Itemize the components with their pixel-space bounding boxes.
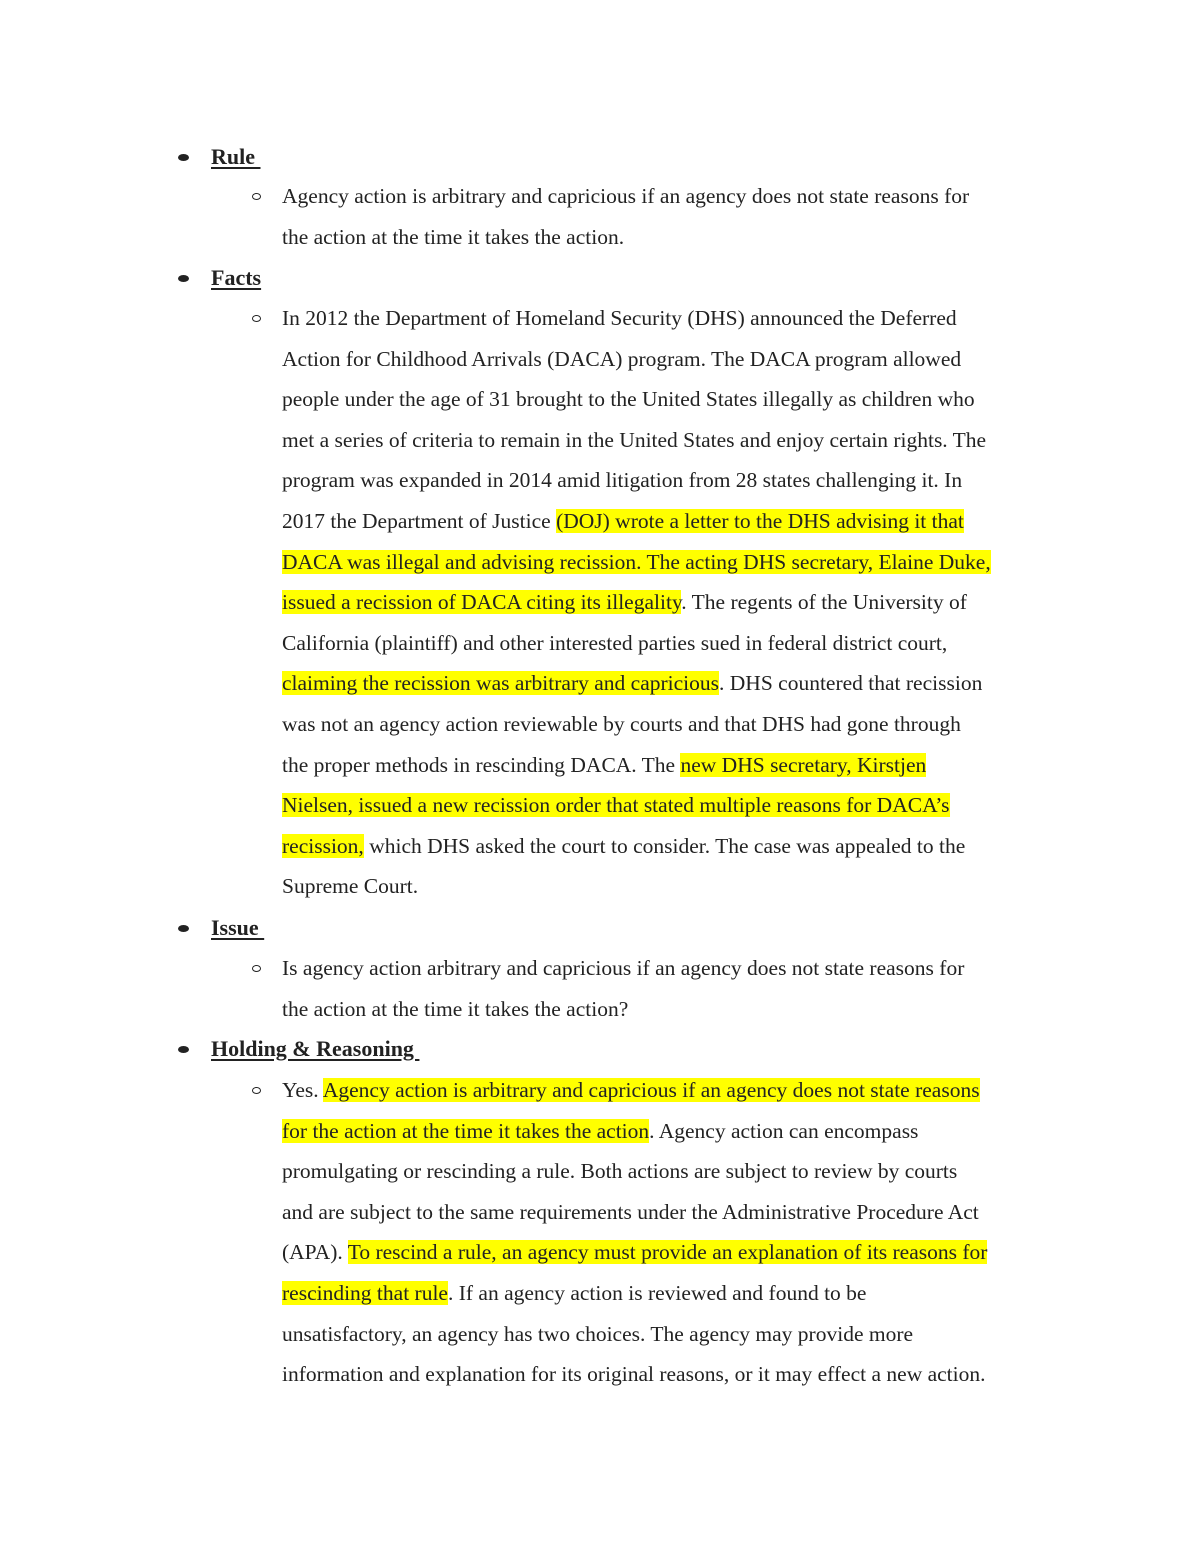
- text-run: met a series of criteria to remain in the United States and enjoy certain rights. The: [282, 427, 987, 452]
- text-line: [282, 1314, 1082, 1355]
- text-run: was not an agency action reviewable by courts and that DHS had gone through: [282, 711, 961, 736]
- text-run: Agency action is arbitrary and capricious if an agency does not state reasons for: [282, 184, 970, 208]
- heading-facts: Facts: [211, 265, 262, 290]
- highlighted-text: rescinding that rule: [282, 1280, 448, 1305]
- hollow-bullet-icon: [252, 315, 261, 322]
- highlighted-text: To rescind a rule, an agency must provide an explanation of its reasons for: [347, 1240, 988, 1265]
- highlighted-text: claiming the recission was arbitrary and capricious: [282, 671, 720, 696]
- text-line: [282, 217, 1082, 258]
- text-line: [282, 420, 1082, 461]
- issue-text: [282, 948, 1082, 1029]
- text-line: [282, 1111, 1082, 1152]
- hollow-bullet-icon: [252, 965, 261, 972]
- heading-holding-reasoning: Holding & Reasoning: [211, 1036, 420, 1061]
- text-line: [282, 1192, 1082, 1233]
- text-run: the action at the time it takes the action?: [282, 996, 629, 1021]
- text-run: program was expanded in 2014 amid litigation from 28 states challenging it. In: [282, 468, 963, 493]
- text-run: . Agency action can encompass: [649, 1118, 919, 1143]
- highlighted-text: new DHS secretary, Kirstjen: [680, 752, 927, 777]
- heading-rule: Rule: [211, 144, 261, 169]
- facts-text: [282, 298, 1082, 907]
- hollow-bullet-icon: [252, 1087, 261, 1094]
- section-heading-issue: [178, 908, 264, 948]
- text-line: [282, 826, 1082, 867]
- highlighted-text: Nielsen, issued a new recission order that stated multiple reasons for DACA’s: [282, 793, 950, 818]
- holding-text: [282, 1070, 1082, 1395]
- text-run: . If an agency action is reviewed and found to be: [447, 1280, 867, 1305]
- text-line: [282, 663, 1082, 704]
- text-line: [282, 1151, 1082, 1192]
- text-run: promulgating or rescinding a rule. Both actions are subject to review by courts: [282, 1159, 958, 1184]
- filled-bullet-icon: [178, 925, 189, 932]
- text-run: unsatisfactory, an agency has two choices. The agency may provide more: [282, 1321, 914, 1346]
- text-line: [282, 1273, 1082, 1314]
- text-line: [282, 785, 1082, 826]
- filled-bullet-icon: [178, 1046, 189, 1053]
- text-line: [282, 1070, 1082, 1111]
- text-line: [282, 542, 1082, 583]
- text-run: Supreme Court.: [282, 874, 419, 899]
- text-line: [282, 704, 1082, 745]
- text-line: [282, 379, 1082, 420]
- highlighted-text: issued a recission of DACA citing its illegality: [282, 590, 682, 615]
- text-line: [282, 582, 1082, 623]
- highlighted-text: (DOJ) wrote a letter to the DHS advising it that: [556, 508, 964, 533]
- text-line: [282, 866, 1082, 907]
- text-line: [282, 176, 1082, 217]
- rule-text: [282, 176, 1082, 257]
- text-line: [282, 298, 1082, 339]
- section-heading-facts: [178, 258, 261, 298]
- text-run: California (plaintiff) and other interested parties sued in federal district court,: [282, 630, 948, 655]
- highlighted-text: Agency action is arbitrary and capricious if an agency does not state reasons: [322, 1078, 980, 1102]
- heading-issue: Issue: [211, 915, 265, 940]
- text-line: [282, 501, 1082, 542]
- text-run: . The regents of the University of: [681, 590, 967, 615]
- text-line: [282, 623, 1082, 664]
- highlighted-text: DACA was illegal and advising recission. The acting DHS secretary, Elaine Duke,: [282, 549, 991, 574]
- text-run: Is agency action arbitrary and capricious if an agency does not state reasons for: [282, 956, 965, 980]
- text-line: [282, 339, 1082, 380]
- text-run: which DHS asked the court to consider. The case was appealed to the: [363, 833, 966, 858]
- filled-bullet-icon: [178, 154, 189, 161]
- hollow-bullet-icon: [252, 193, 261, 200]
- text-run: information and explanation for its original reasons, or it may effect a new action.: [282, 1362, 986, 1387]
- text-line: [282, 460, 1082, 501]
- text-run: and are subject to the same requirements under the Administrative Procedure Act: [282, 1199, 979, 1224]
- text-line: [282, 1354, 1082, 1395]
- highlighted-text: recission,: [282, 833, 364, 858]
- highlighted-text: for the action at the time it takes the action: [282, 1118, 650, 1143]
- text-run: the proper methods in rescinding DACA. The: [282, 752, 681, 777]
- text-run: . DHS countered that recission: [719, 671, 983, 696]
- section-heading-rule: [178, 137, 261, 177]
- text-run: Yes.: [282, 1078, 323, 1102]
- text-run: In 2012 the Department of Homeland Security (DHS) announced the Deferred: [282, 306, 957, 330]
- text-run: the action at the time it takes the action.: [282, 224, 625, 249]
- text-line: [282, 745, 1082, 786]
- text-run: 2017 the Department of Justice: [282, 508, 557, 533]
- section-heading-holding: [178, 1029, 419, 1069]
- text-run: people under the age of 31 brought to the United States illegally as children who: [282, 387, 975, 412]
- text-line: [282, 1232, 1082, 1273]
- filled-bullet-icon: [178, 275, 189, 282]
- text-line: [282, 989, 1082, 1030]
- text-run: (APA).: [282, 1240, 348, 1265]
- text-line: [282, 948, 1082, 989]
- text-run: Action for Childhood Arrivals (DACA) program. The DACA program allowed: [282, 346, 962, 371]
